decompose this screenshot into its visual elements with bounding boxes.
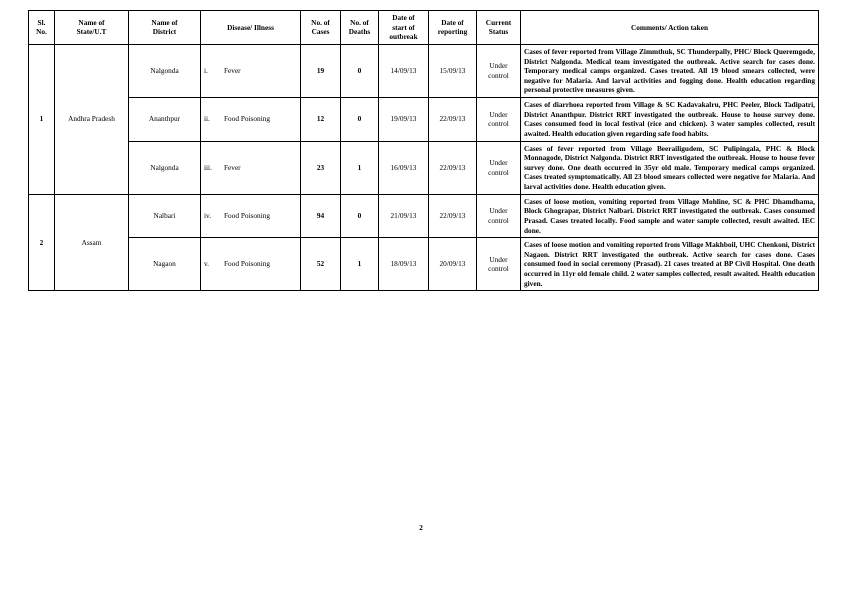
cell-comments: Cases of loose motion and vomiting reported from Village Makhboil, UHC Chenkoni, District Nagaon. District RRT investigated the outbreak. Active search for cases done. Cases consumed food in social ceremony (Prasad). 21 cases treated at BP Civil Hospital. One death occurred in 11yr old female child. 2 water samples collected, result awaited. Health education given.: [521, 238, 819, 291]
disease-index: i.: [204, 66, 208, 76]
header-cases: [301, 11, 341, 45]
cell-report-date: 20/09/13: [429, 238, 477, 291]
cell-sl-no: 1: [29, 44, 55, 194]
cell-report-date: 22/09/13: [429, 98, 477, 142]
cell-cases: 19: [301, 44, 341, 97]
header-state-line1: Name of: [78, 17, 105, 27]
disease-name: Food Poisoning: [224, 114, 271, 124]
outbreak-table-container: [28, 10, 818, 291]
header-reporting-line2: reporting: [437, 27, 468, 37]
header-reporting-line1: Date of: [441, 17, 464, 27]
header-district-line2: District: [152, 27, 177, 37]
cell-deaths: 0: [341, 98, 379, 142]
cell-disease: [201, 141, 301, 194]
disease-index: v.: [204, 259, 209, 269]
cell-start-date: 14/09/13: [379, 44, 429, 97]
header-status: [477, 11, 521, 45]
header-report-date: [429, 11, 477, 45]
cell-comments: Cases of diarrhoea reported from Village & SC Kadavakalru, PHC Peeler, Block Tadipatri, District Ananthpur. District RRT investigated the outbreak. House to house survey done. Cases consumed food in local festival (rice and chicken). 3 water samples collected, result awaited. Health education given regarding safe food habits.: [521, 98, 819, 142]
table-row: [29, 98, 819, 142]
header-start-line1: Date of: [392, 13, 415, 22]
header-comments: [521, 11, 819, 45]
cell-status: Under control: [477, 98, 521, 142]
cell-disease: [201, 98, 301, 142]
disease-name: Food Poisoning: [224, 259, 271, 269]
header-start-date: [379, 11, 429, 45]
header-deaths-line1: No. of: [350, 17, 369, 27]
cell-deaths: 0: [341, 194, 379, 238]
disease-index: iv.: [204, 211, 212, 221]
table-body: [29, 44, 819, 290]
cell-district: Nagaon: [129, 238, 201, 291]
table-row: [29, 44, 819, 97]
header-row: [29, 11, 819, 45]
header-deaths-line2: Deaths: [348, 27, 371, 37]
header-state: [55, 11, 129, 45]
cell-state: Andhra Pradesh: [55, 44, 129, 194]
cell-deaths: 1: [341, 238, 379, 291]
table-row: [29, 238, 819, 291]
cell-cases: 52: [301, 238, 341, 291]
cell-comments: Cases of fever reported from Village Beerailigudem, SC Pulipingala, PHC & Block Monnagode, District Nalgonda. District RRT investigated the outbreak. House to house fever survey done. One death occurred in 35yr old male. Temporary medical camps organized. Cases treated symptomatically. All 23 blood smears collected were negative for Malaria. And larval activities done. Health education given.: [521, 141, 819, 194]
disease-name: Fever: [224, 162, 241, 172]
cell-cases: 23: [301, 141, 341, 194]
cell-comments: Cases of loose motion, vomiting reported from Village Mohline, SC & PHC Dhamdhama, Block Ghograpar, District Nalbari. District RRT investigated the outbreak. Cases consumed Prasad. Cases treated locally. Food sample and water sample collected, result awaited. IEC done.: [521, 194, 819, 238]
cell-status: Under control: [477, 238, 521, 291]
header-cases-line2: Cases: [311, 27, 330, 37]
cell-sl-no: 2: [29, 194, 55, 291]
cell-district: Ananthpur: [129, 98, 201, 142]
cell-report-date: 22/09/13: [429, 141, 477, 194]
cell-comments: Cases of fever reported from Village Zimmthuk, SC Thunderpally, PHC/ Block Queremgode, District Nalgonda. Medical team investigated the outbreak. Active search for cases done. Temporary medical camps organized. Cases treated. All 19 blood smears collected, were negative for Malaria. And larval activities and fogging done. Health education regarding personal protective measures given.: [521, 44, 819, 97]
table-row: [29, 194, 819, 238]
header-disease-line1: Disease/ Illness: [227, 22, 274, 32]
cell-report-date: 22/09/13: [429, 194, 477, 238]
page-number: 2: [419, 523, 423, 532]
cell-report-date: 15/09/13: [429, 44, 477, 97]
cell-start-date: 16/09/13: [379, 141, 429, 194]
cell-status: Under control: [477, 194, 521, 238]
header-comments-line1: Comments/ Action taken: [630, 22, 709, 32]
disease-name: Fever: [224, 66, 241, 76]
cell-disease: [201, 44, 301, 97]
cell-status: Under control: [477, 141, 521, 194]
cell-cases: 94: [301, 194, 341, 238]
disease-index: iii.: [204, 162, 212, 172]
header-start-line3: outbreak: [389, 32, 418, 42]
header-cases-line1: No. of: [311, 17, 330, 27]
cell-district: Nalgonda: [129, 44, 201, 97]
header-deaths: [341, 11, 379, 45]
outbreak-table: [28, 10, 819, 291]
header-disease: [201, 11, 301, 45]
header-sl-line1: Sl.: [37, 17, 46, 27]
cell-disease: [201, 238, 301, 291]
cell-state: Assam: [55, 194, 129, 291]
header-state-line2: State/U.T: [76, 27, 107, 37]
cell-cases: 12: [301, 98, 341, 142]
header-district-line1: Name of: [151, 17, 178, 27]
cell-district: Nalbari: [129, 194, 201, 238]
cell-district: Nalgonda: [129, 141, 201, 194]
cell-start-date: 19/09/13: [379, 98, 429, 142]
header-status-line1: Current: [485, 17, 512, 27]
cell-deaths: 0: [341, 44, 379, 97]
table-row: [29, 141, 819, 194]
cell-start-date: 18/09/13: [379, 238, 429, 291]
disease-index: ii.: [204, 114, 210, 124]
cell-status: Under control: [477, 44, 521, 97]
header-start-line2: start of: [392, 22, 415, 32]
cell-start-date: 21/09/13: [379, 194, 429, 238]
cell-disease: [201, 194, 301, 238]
table-header: [29, 11, 819, 45]
header-status-line2: Status: [488, 27, 509, 37]
header-sl-line2: No.: [36, 27, 47, 37]
disease-name: Food Poisoning: [224, 211, 271, 221]
header-district: [129, 11, 201, 45]
header-sl-no: [29, 11, 55, 45]
cell-deaths: 1: [341, 141, 379, 194]
